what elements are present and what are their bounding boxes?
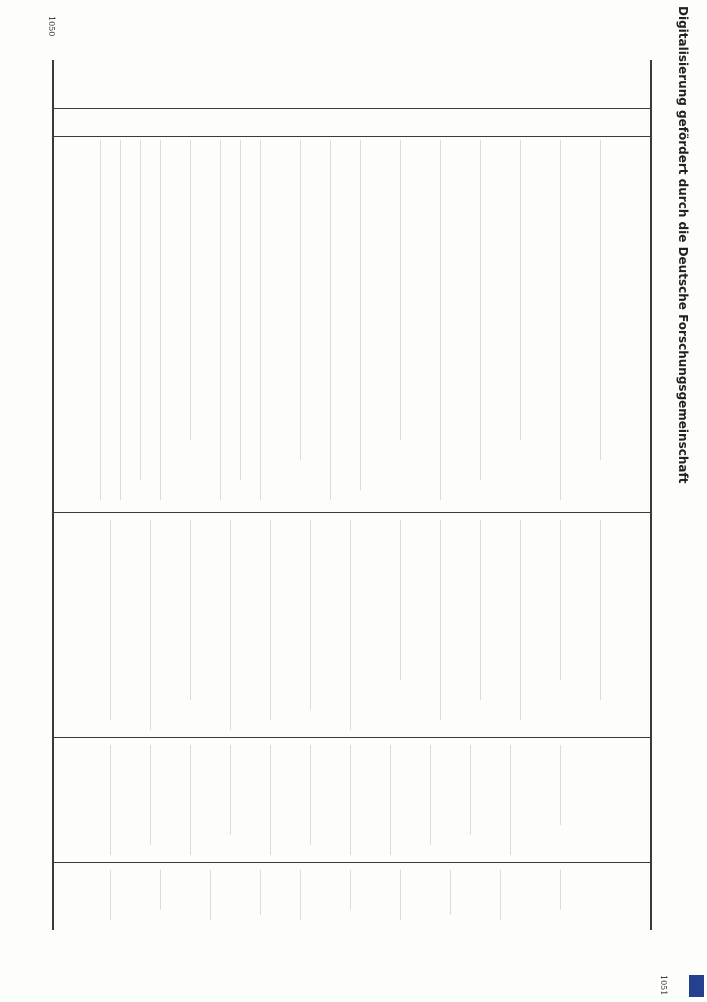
table-rule bbox=[52, 60, 54, 930]
page-number-bottom: 1051 bbox=[659, 975, 668, 996]
page-number-top: 1050 bbox=[47, 16, 56, 37]
dfg-logo bbox=[689, 975, 704, 997]
table-rule bbox=[52, 862, 652, 863]
digitization-footer: Digitalisierung gefördert durch die Deutsche Forschungsgemeinschaft bbox=[676, 6, 690, 484]
table-rule bbox=[650, 60, 652, 930]
table-rule bbox=[52, 737, 652, 738]
table-rule bbox=[52, 136, 652, 137]
table-rule bbox=[52, 512, 652, 513]
table-rule bbox=[52, 108, 652, 109]
